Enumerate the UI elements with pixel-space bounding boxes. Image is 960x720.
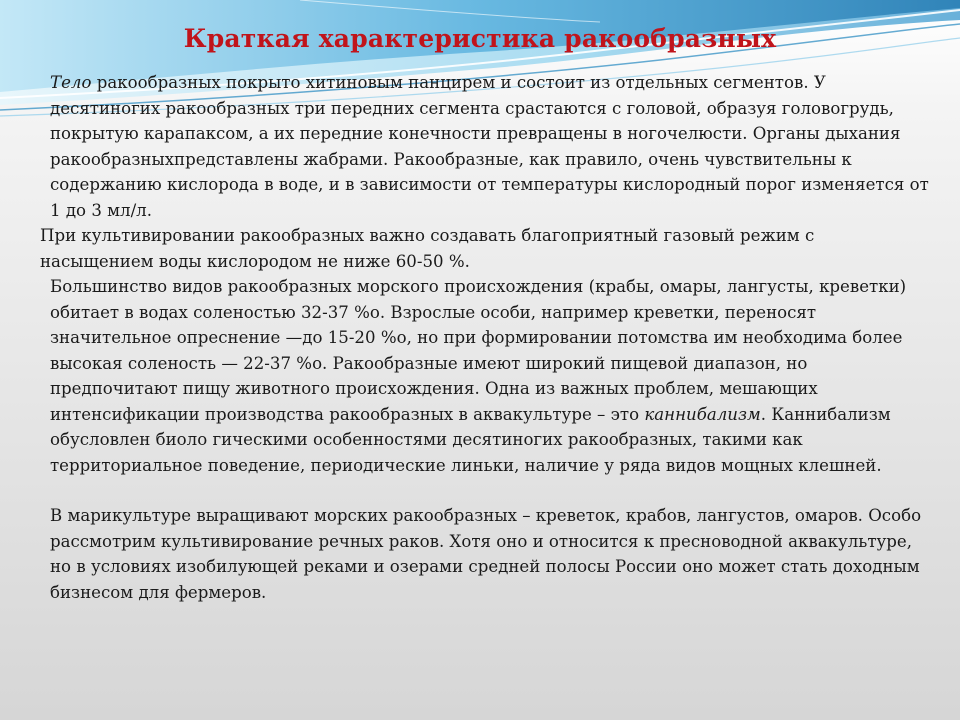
term-cannibalism: каннибализм xyxy=(644,404,761,424)
paragraph-body-structure-text: ракообразных покрыто хитиновым панцирем и состоит из отдельных сегментов. У десятиногих ракообразных три передних сегмента срастаются с головой, образуя головогрудь, покрытую карапаксом, а их передние конечности превращены в ногочелюсти. Органы дыхания ракообразныхпредставлены жабрами. Ракообразные, как правило, очень чувствительны к содержанию кислорода в воде, и в зависимости от температуры кислородный порог изменяется от 1 до 3 мл/л. xyxy=(50,73,929,220)
slide-body xyxy=(40,70,930,605)
paragraph-salinity-text-2: . Каннибализм обусловлен биоло гическими особенностями десятиногих ракообразных, такими как территориальное поведение, периодические линьки, наличие у ряда видов мощных клешней. xyxy=(50,404,891,475)
paragraph-body-structure xyxy=(40,70,930,223)
paragraph-salinity-text-1: Большинство видов ракообразных морского происхождения (крабы, омары, лангусты, креветки) обитает в водах соленостью 32-37 %о. Взрослые особи, например креветки, переносят значительное опреснение —до 15-20 %о, но при формировании потомства им необходима более высокая соленость — 22-37 %о. Ракообразные имеют широкий пищевой диапазон, но предпочитают пищу животного происхождения. Одна из важных проблем, мешающих интенсификации производства ракообразных в аквакультуре – это xyxy=(50,277,907,424)
paragraph-mariculture: В марикультуре выращивают морских ракообразных – креветок, крабов, лангустов, омаров. Особо рассмотрим культивирование речных раков. Хотя оно и относится к пресноводной аквакультуре, но в условиях изобилующей реками и озерами средней полосы России оно может стать доходным бизнесом для фермеров. xyxy=(50,506,922,602)
slide-title: Краткая характеристика ракообразных xyxy=(183,24,777,53)
paragraph-spacer xyxy=(40,478,930,503)
term-body: Тело xyxy=(50,73,92,92)
paragraph-gas-regime: При культивировании ракообразных важно создавать благоприятный газовый режим с насыщением воды кислородом не ниже 60-50 %. xyxy=(40,226,815,271)
paragraph-salinity xyxy=(40,274,930,478)
